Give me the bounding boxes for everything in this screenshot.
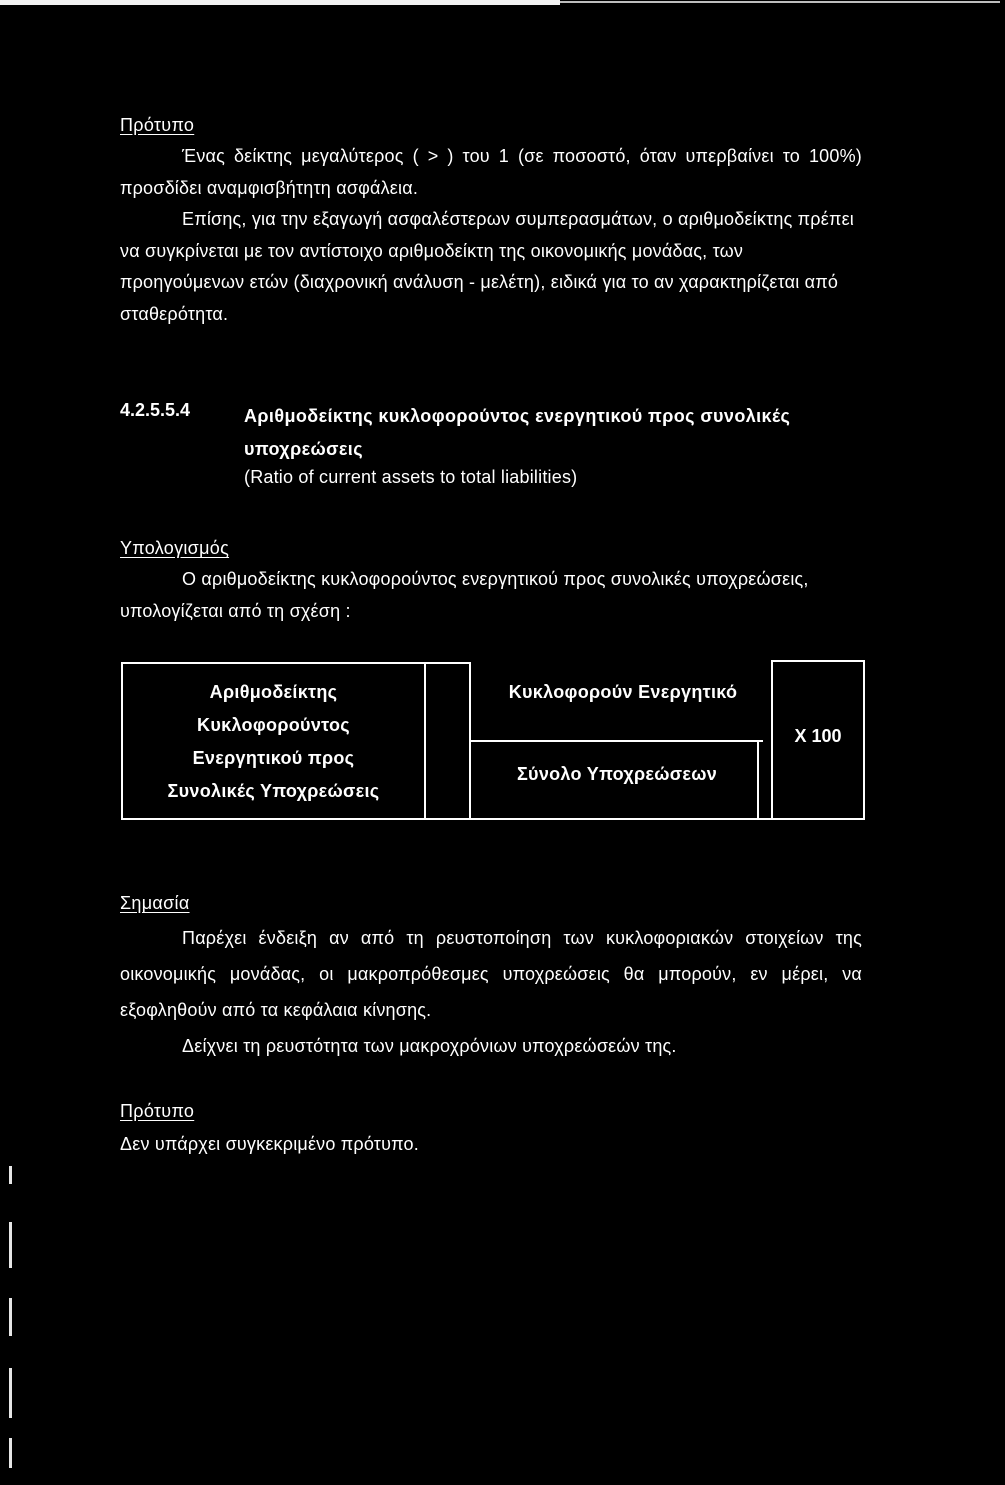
margin-mark <box>9 1166 12 1184</box>
margin-mark <box>9 1438 12 1468</box>
formula-label-line: Κυκλοφορούντος <box>197 715 350 735</box>
formula-label-line: Συνολικές Υποχρεώσεις <box>167 781 380 801</box>
section-number: 4.2.5.5.4 <box>120 400 191 420</box>
formula-fraction <box>471 660 775 820</box>
margin-mark <box>9 1222 12 1268</box>
significance-text-1: Παρέχει ένδειξη αν από τη ρευστοποίηση των κυκλοφοριακών στοιχείων της οικονομικής μονάδας, οι μακροπρόθεσμες υποχρεώσεις θα μπορούν, εν μέρει, να εξοφληθούν από τα κεφάλαια κίνησης. <box>120 928 862 1020</box>
norm-paragraph-2-block <box>120 1129 862 1161</box>
norm-heading: Πρότυπο <box>120 115 195 135</box>
norm-heading-2: Πρότυπο <box>120 1101 195 1121</box>
significance-heading: Σημασία <box>120 893 190 913</box>
fraction-bar <box>471 740 763 742</box>
formula-denominator: Σύνολο Υποχρεώσεων <box>516 764 718 784</box>
margin-mark <box>9 1368 12 1418</box>
calculation-text: Ο αριθμοδείκτης κυκλοφορούντος ενεργητικού προς συνολικές υποχρεώσεις, υπολογίζεται από τη σχέση : <box>120 569 809 621</box>
calculation-paragraph <box>120 564 862 627</box>
formula-box <box>121 660 865 820</box>
formula-bottom-rule <box>471 818 773 820</box>
formula-label <box>123 676 424 808</box>
formula-label-line: Αριθμοδείκτης <box>209 682 338 702</box>
calculation-heading: Υπολογισμός <box>120 538 230 558</box>
formula-label-line: Ενεργητικού προς <box>192 748 355 768</box>
section-title: Αριθμοδείκτης κυκλοφορούντος ενεργητικού προς συνολικές υποχρεώσεις <box>244 406 791 459</box>
formula-equals-cell <box>424 662 471 820</box>
significance-paragraph <box>120 920 862 1064</box>
norm-paragraph-1: Ένας δείκτης μεγαλύτερος ( > ) του 1 (σε ποσοστό, όταν υπερβαίνει το 100%) προσδίδει αναμφισβήτητη ασφάλεια. <box>120 146 862 198</box>
formula-multiplier-box <box>771 660 865 820</box>
top-border-rule-thin <box>560 1 1000 3</box>
top-border-rule <box>0 0 560 5</box>
norm-text-2: Δεν υπάρχει συγκεκριμένο πρότυπο. <box>120 1134 419 1154</box>
formula-label-box <box>121 662 426 820</box>
section-subtitle: (Ratio of current assets to total liabilities) <box>244 467 578 487</box>
formula-numerator: Κυκλοφορούν Ενεργητικό <box>508 682 738 702</box>
margin-mark <box>9 1298 12 1336</box>
significance-text-2: Δείχνει τη ρευστότητα των μακροχρόνιων υποχρεώσεών της. <box>182 1036 677 1056</box>
norm-paragraph-2: Επίσης, για την εξαγωγή ασφαλέστερων συμπερασμάτων, ο αριθμοδείκτης πρέπει να συγκρίνεται με τον αντίστοιχο αριθμοδείκτη της οικονομικής μονάδας, των προηγούμενων ετών (διαχρονική ανάλυση - μελέτη), ειδικά για το αν χαρακτηρίζεται από σταθερότητα. <box>120 209 855 324</box>
formula-multiplier: Χ 100 <box>794 726 842 746</box>
norm-paragraph <box>120 141 862 330</box>
